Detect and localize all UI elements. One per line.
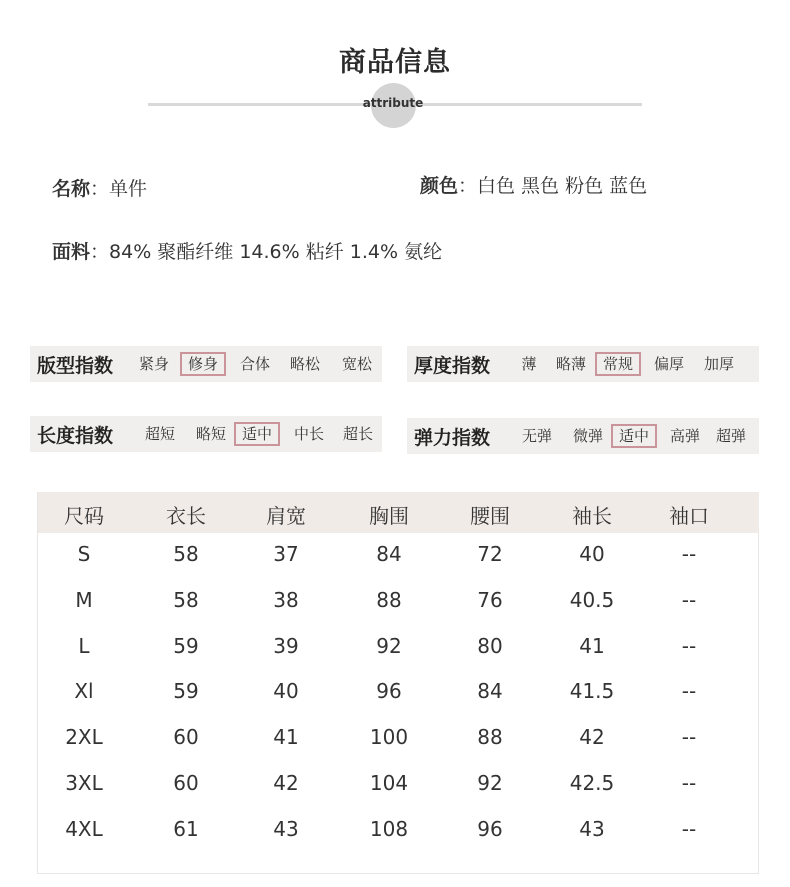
length-index — [30, 416, 382, 452]
table-cell: 80 — [477, 634, 503, 658]
page-subtitle: attribute — [362, 96, 424, 110]
table-cell: 60 — [173, 725, 199, 749]
table-cell: 58 — [173, 588, 199, 612]
elasticity-option: 微弹 — [572, 427, 603, 445]
info-fabric-value: 84% 聚酯纤维 14.6% 粘纤 1.4% 氨纶 — [109, 241, 443, 263]
table-cell: 92 — [376, 634, 402, 658]
table-cell: 84 — [477, 679, 503, 703]
table-cell: 42.5 — [569, 771, 615, 795]
info-name-key: 名称 — [52, 178, 91, 200]
table-header-cell: 袖长 — [572, 504, 612, 528]
table-cell: 37 — [273, 542, 299, 566]
table-cell: -- — [681, 771, 697, 795]
thickness-index — [407, 346, 759, 382]
table-cell: 43 — [273, 817, 299, 841]
table-cell: 40 — [579, 542, 605, 566]
fit-index — [30, 346, 382, 382]
table-cell: 88 — [477, 725, 503, 749]
table-cell: 43 — [579, 817, 605, 841]
table-row-size: 3XL — [65, 771, 103, 795]
table-cell: 40 — [273, 679, 299, 703]
table-cell: 76 — [477, 588, 503, 612]
table-header-cell: 袖口 — [669, 504, 709, 528]
table-row-size: Xl — [74, 679, 94, 703]
table-row-size: M — [75, 588, 93, 612]
table-cell: 42 — [579, 725, 605, 749]
table-cell: 59 — [173, 634, 199, 658]
length-option-selected: 适中 — [234, 422, 280, 446]
table-cell: 108 — [369, 817, 409, 841]
table-header-cell: 胸围 — [369, 504, 409, 528]
elasticity-index — [407, 418, 759, 454]
fit-option: 紧身 — [138, 355, 169, 373]
table-cell: 59 — [173, 679, 199, 703]
table-cell: 96 — [477, 817, 503, 841]
table-cell: -- — [681, 679, 697, 703]
table-cell: 38 — [273, 588, 299, 612]
table-cell: 41 — [579, 634, 605, 658]
info-name-value: 单件 — [109, 178, 148, 200]
length-index-label: 长度指数 — [37, 424, 114, 447]
table-row-size: L — [78, 634, 90, 658]
fit-option: 略松 — [289, 355, 320, 373]
table-cell: 96 — [376, 679, 402, 703]
thickness-option-selected: 常规 — [595, 352, 641, 376]
table-row-size: 2XL — [65, 725, 103, 749]
table-header-cell: 尺码 — [64, 504, 104, 528]
color-value: 黑色 — [521, 175, 560, 197]
elasticity-index-label: 弹力指数 — [414, 426, 491, 449]
info-fabric-key: 面料 — [52, 241, 91, 263]
thickness-option: 薄 — [521, 355, 537, 373]
color-value: 粉色 — [565, 175, 604, 197]
elasticity-option: 高弹 — [669, 427, 700, 445]
table-cell: -- — [681, 588, 697, 612]
table-header-cell: 衣长 — [166, 504, 206, 528]
table-cell: 41 — [273, 725, 299, 749]
table-cell: 88 — [376, 588, 402, 612]
table-cell: 84 — [376, 542, 402, 566]
table-cell: 40.5 — [569, 588, 615, 612]
table-header-cell: 肩宽 — [266, 504, 306, 528]
length-option: 中长 — [293, 425, 324, 443]
thickness-option: 偏厚 — [653, 355, 684, 373]
elasticity-option-selected: 适中 — [611, 424, 657, 448]
elasticity-option: 超弹 — [715, 427, 746, 445]
color-value: 蓝色 — [609, 175, 648, 197]
table-cell: 72 — [477, 542, 503, 566]
table-cell: 100 — [369, 725, 409, 749]
elasticity-option: 无弹 — [521, 427, 552, 445]
info-fabric: 面料：84% 聚酯纤维 14.6% 粘纤 1.4% 氨纶 — [52, 241, 443, 263]
table-row-size: 4XL — [65, 817, 103, 841]
page-title: 商品信息 — [339, 47, 451, 78]
color-value: 白色 — [477, 175, 516, 197]
info-colors: 颜色：白色 黑色 粉色 蓝色 — [420, 175, 648, 197]
table-cell: 58 — [173, 542, 199, 566]
table-cell: -- — [681, 542, 697, 566]
thickness-index-label: 厚度指数 — [414, 354, 491, 377]
table-cell: 39 — [273, 634, 299, 658]
info-name: 名称：单件 — [52, 178, 148, 200]
length-option: 超短 — [144, 425, 175, 443]
table-cell: 92 — [477, 771, 503, 795]
table-row-size: S — [77, 542, 91, 566]
fit-option: 合体 — [239, 355, 270, 373]
table-cell: 42 — [273, 771, 299, 795]
length-option: 超长 — [342, 425, 373, 443]
fit-index-label: 版型指数 — [37, 354, 114, 377]
fit-option-selected: 修身 — [180, 352, 226, 376]
thickness-option: 略薄 — [555, 355, 586, 373]
table-cell: 61 — [173, 817, 199, 841]
table-cell: -- — [681, 725, 697, 749]
fit-option: 宽松 — [341, 355, 372, 373]
table-cell: 104 — [369, 771, 409, 795]
length-option: 略短 — [195, 425, 226, 443]
info-color-key: 颜色 — [420, 175, 459, 197]
table-cell: 60 — [173, 771, 199, 795]
table-cell: -- — [681, 634, 697, 658]
table-cell: 41.5 — [569, 679, 615, 703]
table-header-cell: 腰围 — [470, 504, 510, 528]
table-cell: -- — [681, 817, 697, 841]
thickness-option: 加厚 — [703, 355, 734, 373]
